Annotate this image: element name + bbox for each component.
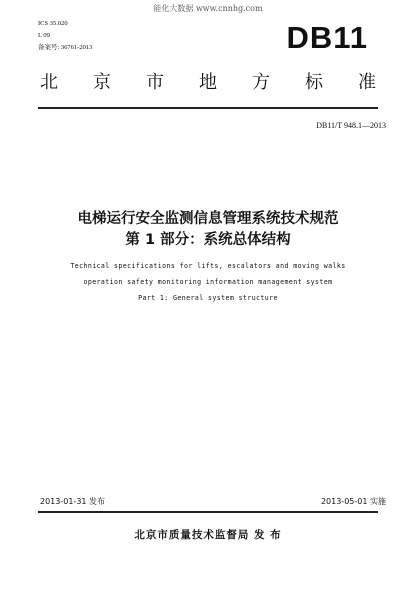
ics-code: ICS 35.020 (38, 20, 68, 27)
standard-type-char: 准 (358, 72, 376, 93)
standard-type-title (40, 72, 376, 94)
top-divider (38, 107, 378, 109)
standard-type-char: 地 (199, 72, 217, 93)
category-code: L 09 (38, 32, 50, 39)
issue-date: 2013-01-31 发布 (40, 497, 106, 506)
standard-code-logo: DB11 (286, 20, 368, 55)
title-en-line1: Technical specifications for lifts, escalators and moving walks (70, 262, 346, 270)
title-cn-line2: 第 1 部分：系统总体结构 (125, 232, 291, 248)
title-en-line2: operation safety monitoring information management system (83, 278, 333, 286)
title-en-line3: Part 1: General system structure (138, 294, 278, 302)
standard-type-char: 市 (146, 72, 164, 93)
implementation-date: 2013-05-01 实施 (320, 497, 386, 506)
standard-type-char: 京 (93, 72, 111, 93)
standard-type-char: 北 (40, 72, 58, 93)
standard-number: DB11/T 948.1—2013 (316, 121, 386, 130)
watermark-text: 能化大数据 www.cnnhg.com (153, 4, 263, 13)
issuing-authority: 北京市质量技术监督局 发 布 (134, 529, 282, 541)
standard-type-char: 标 (305, 72, 323, 93)
title-cn-line1: 电梯运行安全监测信息管理系统技术规范 (77, 211, 339, 227)
standard-type-char: 方 (252, 72, 270, 93)
bottom-divider (38, 511, 378, 513)
filing-number: 备案号: 36761-2013 (38, 44, 93, 51)
